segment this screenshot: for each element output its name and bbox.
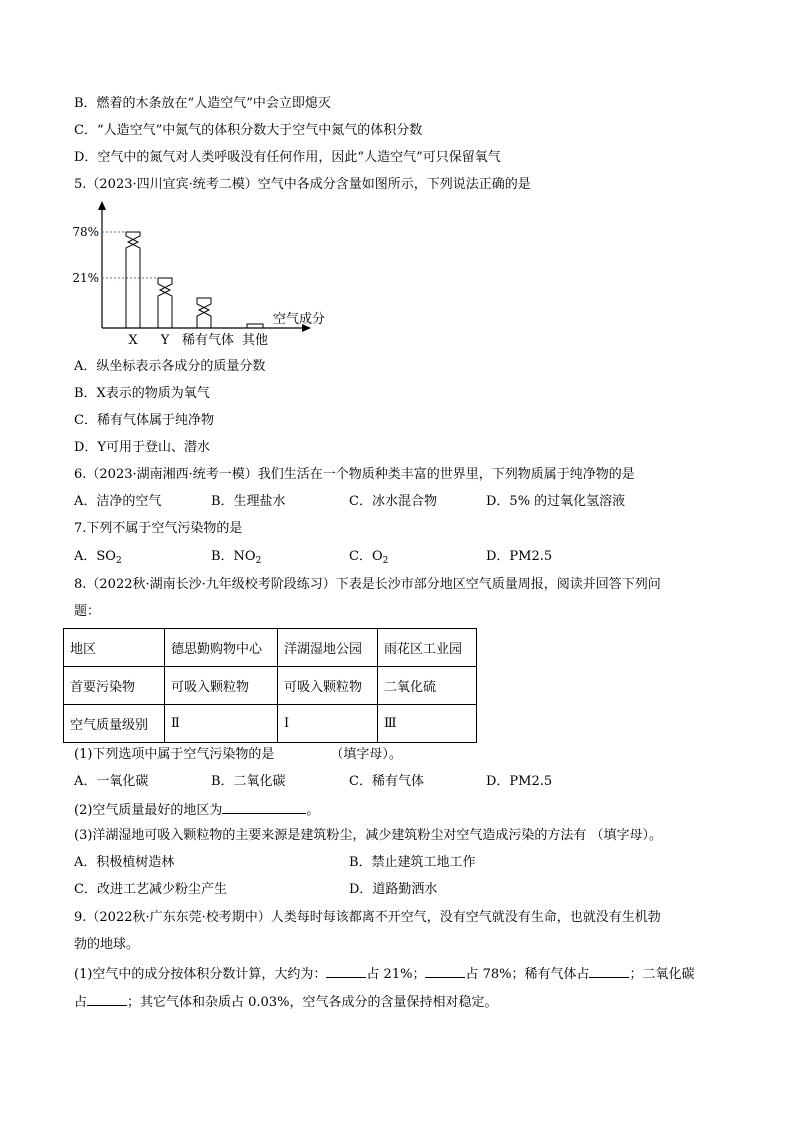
- table-cell: 空气质量级别: [64, 705, 165, 743]
- q7-option-c: C．$O_2$: [349, 549, 389, 566]
- q6-option-a: A．洁净的空气: [74, 494, 162, 509]
- table-row: [64, 629, 477, 667]
- q8-sub3-option-c: C．改进工艺减少粉尘产生: [74, 882, 227, 897]
- bar-rare-gases: [197, 298, 211, 328]
- q6-option-c: C．冰水混合物: [349, 494, 437, 509]
- y-axis-arrow: [98, 201, 106, 210]
- q5-option-d: D．Y可用于登山、潜水: [74, 440, 211, 455]
- table-cell: 可吸入颗粒物: [278, 667, 378, 705]
- x-label-others: 其他: [241, 333, 269, 348]
- bar-x: [126, 232, 140, 328]
- air-quality-table: [63, 628, 477, 743]
- q8-sub2: (2)空气质量最好的地区为 。: [74, 803, 320, 818]
- q9-part1-line1: (1)空气中的成分按体积分数计算，大约为： 占 21%； 占 78%；稀有气体占 ；二氧化碳: [74, 967, 695, 982]
- table-cell: 德思勤购物中心: [165, 629, 278, 667]
- q8-sub1: (1)下列选项中属于空气污染物的是 （填字母）。: [74, 747, 402, 762]
- q8-stem-line2: 题：: [74, 604, 101, 619]
- q6-option-b: B．生理盐水: [211, 494, 286, 509]
- q8-sub1-option-a: A．一氧化碳: [74, 774, 149, 789]
- q5-option-b: B．X表示的物质为氧气: [74, 386, 210, 401]
- table-cell: Ⅱ: [165, 705, 278, 743]
- q6-option-d: D．5% 的过氧化氢溶液: [486, 494, 626, 509]
- q6-stem: 6.（2023·湖南湘西·统考一模）我们生活在一个物质种类丰富的世界里，下列物质属于纯净物的是: [74, 467, 635, 482]
- q8-sub3: (3)洋湖湿地可吸入颗粒物的主要来源是建筑粉尘，减少建筑粉尘对空气造成污染的方法有 （填字母）。: [74, 828, 663, 843]
- x-label-rare-gases: 稀有气体: [181, 333, 235, 348]
- answer-blank[interactable]: [326, 965, 366, 978]
- table-row: [64, 667, 477, 705]
- q5-option-c: C．稀有气体属于纯净物: [74, 413, 214, 428]
- q4-option-c: C．“人造空气”中氮气的体积分数大于空气中氮气的体积分数: [74, 123, 423, 138]
- q8-sub1-option-b: B．二氧化碳: [211, 774, 286, 789]
- table-cell: 首要污染物: [64, 667, 165, 705]
- y-tick-78: 78%: [72, 225, 99, 239]
- q8-stem-line1: 8.（2022秋·湖南长沙·九年级校考阶段练习）下表是长沙市部分地区空气质量周报，阅读并回答下列问: [74, 577, 661, 592]
- air-composition-chart: [66, 198, 346, 348]
- q8-sub1-option-d: D．PM2.5: [486, 774, 553, 789]
- q5-stem: 5.（2023·四川宜宾·统考二模）空气中各成分含量如图所示，下列说法正确的是: [74, 177, 531, 192]
- q4-option-b: B．燃着的木条放在“人造空气”中会立即熄灭: [74, 96, 331, 111]
- table-cell: Ⅰ: [278, 705, 378, 743]
- q8-sub3-option-b: B．禁止建筑工地工作: [349, 855, 476, 870]
- table-cell: 雨花区工业园: [378, 629, 477, 667]
- table-cell: 二氧化硫: [378, 667, 477, 705]
- q7-option-a: A．$SO_2$: [74, 549, 122, 566]
- q9-stem-line2: 勃的地球。: [74, 937, 140, 952]
- table-cell: 地区: [64, 629, 165, 667]
- q8-sub3-option-d: D．道路勤洒水: [349, 882, 438, 897]
- table-cell: 洋湖湿地公园: [278, 629, 378, 667]
- x-label-y: Y: [160, 333, 170, 348]
- q7-option-b: B．$NO_2$: [211, 549, 262, 566]
- q9-stem-line1: 9.（2022秋·广东东莞·校考期中）人类每时每该都离不开空气，没有空气就没有生命，也就没有生机勃: [74, 910, 661, 925]
- table-row: [64, 705, 477, 743]
- y-tick-21: 21%: [72, 271, 99, 285]
- q7-stem: 7.下列不属于空气污染物的是: [74, 521, 243, 536]
- answer-blank[interactable]: [425, 965, 465, 978]
- table-cell: Ⅲ: [378, 705, 477, 743]
- q5-option-a: A．纵坐标表示各成分的质量分数: [74, 359, 266, 374]
- q7-option-d: D．PM2.5: [486, 549, 553, 564]
- q4-option-d: D．空气中的氮气对人类呼吸没有任何作用，因此“人造空气”可只保留氧气: [74, 150, 501, 165]
- x-axis-title: 空气成分: [273, 312, 326, 327]
- bar-y: [158, 278, 172, 328]
- q9-part1-line2: 占 ；其它气体和杂质占 0.03%，空气各成分的含量保持相对稳定。: [74, 995, 498, 1010]
- q8-sub1-option-c: C．稀有气体: [349, 774, 424, 789]
- x-label-x: X: [128, 333, 138, 348]
- table-cell: 可吸入颗粒物: [165, 667, 278, 705]
- answer-blank[interactable]: [589, 965, 629, 978]
- answer-blank[interactable]: [222, 801, 306, 814]
- answer-blank[interactable]: [87, 993, 127, 1006]
- q8-sub3-option-a: A．积极植树造林: [74, 855, 175, 870]
